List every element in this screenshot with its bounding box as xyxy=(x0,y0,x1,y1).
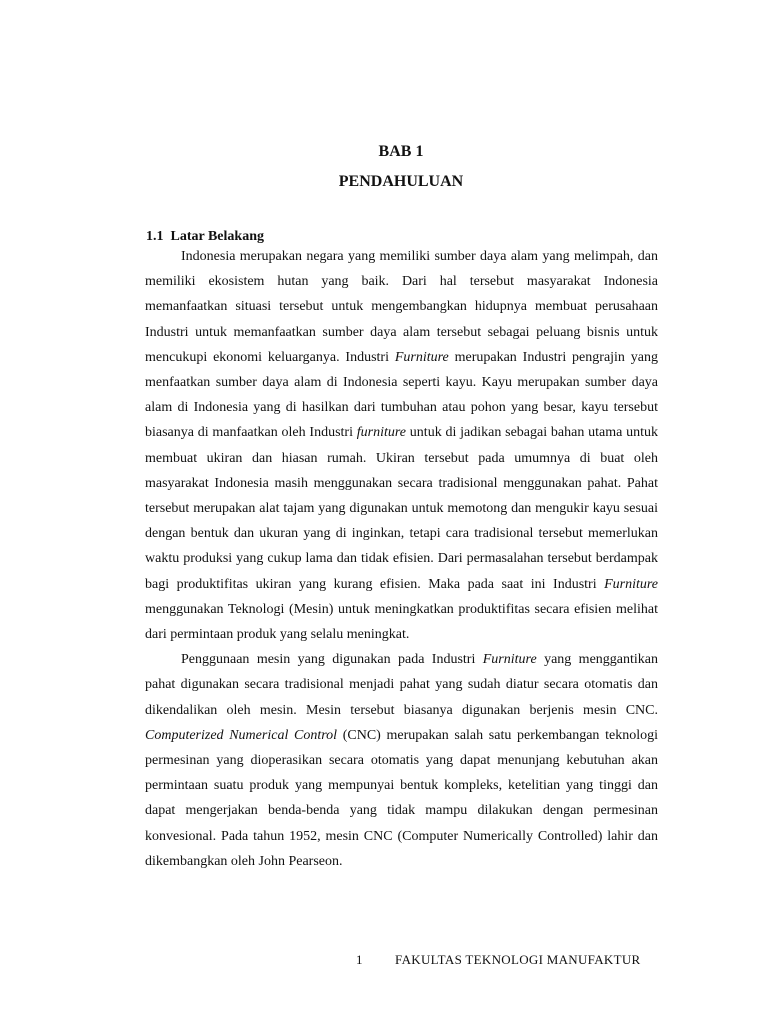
chapter-title: PENDAHULUAN xyxy=(338,173,464,190)
faculty-label: FAKULTAS TEKNOLOGI MANUFAKTUR xyxy=(395,952,641,967)
text-run: (CNC) merupakan salah satu perkembangan teknologi permesinan yang dioperasikan secara otomatis yang dapat menunjang kebutuhan akan permintaan suatu produk yang mempunyai bentuk kompleks, ketelitian yang tinggi dan dapat mengerjakan benda-benda yang tidak mampu dilakukan dengan permesinan konvesional. Pada tahun 1952, mesin CNC (Computer Numerically Controlled) lahir dan dikembangkan oleh John Pearseon. xyxy=(145,727,658,869)
italic-term: Furniture xyxy=(394,349,449,365)
section-heading: 1.1 Latar Belakang xyxy=(146,229,264,244)
italic-term: Furniture xyxy=(604,576,658,592)
paragraph xyxy=(145,244,658,647)
text-run: yang menggantikan pahat digunakan secara tradisional menjadi pahat yang sudah diatur secara otomatis dan dikendalikan oleh mesin. Mesin tersebut biasanya digunakan berjenis mesin CNC. xyxy=(145,652,658,718)
italic-term: furniture xyxy=(356,425,407,441)
italic-term: Computerized Numerical Control xyxy=(145,727,338,743)
page-footer xyxy=(0,950,768,970)
chapter-number: BAB 1 xyxy=(378,143,424,160)
paragraph xyxy=(145,647,658,874)
text-run: Penggunaan mesin yang digunakan pada Industri xyxy=(181,652,483,668)
page-number: 1 xyxy=(356,952,363,967)
body-text xyxy=(145,244,658,874)
text-run: Indonesia merupakan negara yang memiliki sumber daya alam yang melimpah, dan memiliki ekosistem hutan yang baik. Dari hal tersebut masyarakat Indonesia memanfaatkan situasi tersebut untuk mengembangkan hidupnya membuat perusahaan Industri untuk memanfaatkan sumber daya alam tersebut sebagai peluang bisnis untuk mencukupi ekonomi keluarganya. Industri xyxy=(145,249,658,365)
text-run: merupakan Industri pengrajin yang menfaatkan sumber daya alam di Indonesia seperti kayu. Kayu merupakan sumber daya alam di Indonesia yang di hasilkan dari tumbuhan atau pohon yang besar, kayu tersebut biasanya di manfaatkan oleh Industri xyxy=(145,349,658,441)
text-run: untuk di jadikan sebagai bahan utama untuk membuat ukiran dan hiasan rumah. Ukiran tersebut pada umumnya di buat oleh masyarakat Indonesia masih menggunakan secara tradisional menggunakan pahat. Pahat tersebut merupakan alat tajam yang digunakan untuk memotong dan mengukir kayu sesuai dengan bentuk dan ukuran yang di inginkan, tetapi cara tradisional tersebut memerlukan waktu produksi yang cukup lama dan tidak efisien. Dari permasalahan tersebut berdampak bagi produktifitas ukiran yang kurang efisien. Maka pada saat ini Industri xyxy=(145,425,658,592)
italic-term: Furniture xyxy=(482,652,537,668)
text-run: menggunakan Teknologi (Mesin) untuk meningkatkan produktifitas secara efisien melihat dari permintaan produk yang selalu meningkat. xyxy=(145,601,658,643)
